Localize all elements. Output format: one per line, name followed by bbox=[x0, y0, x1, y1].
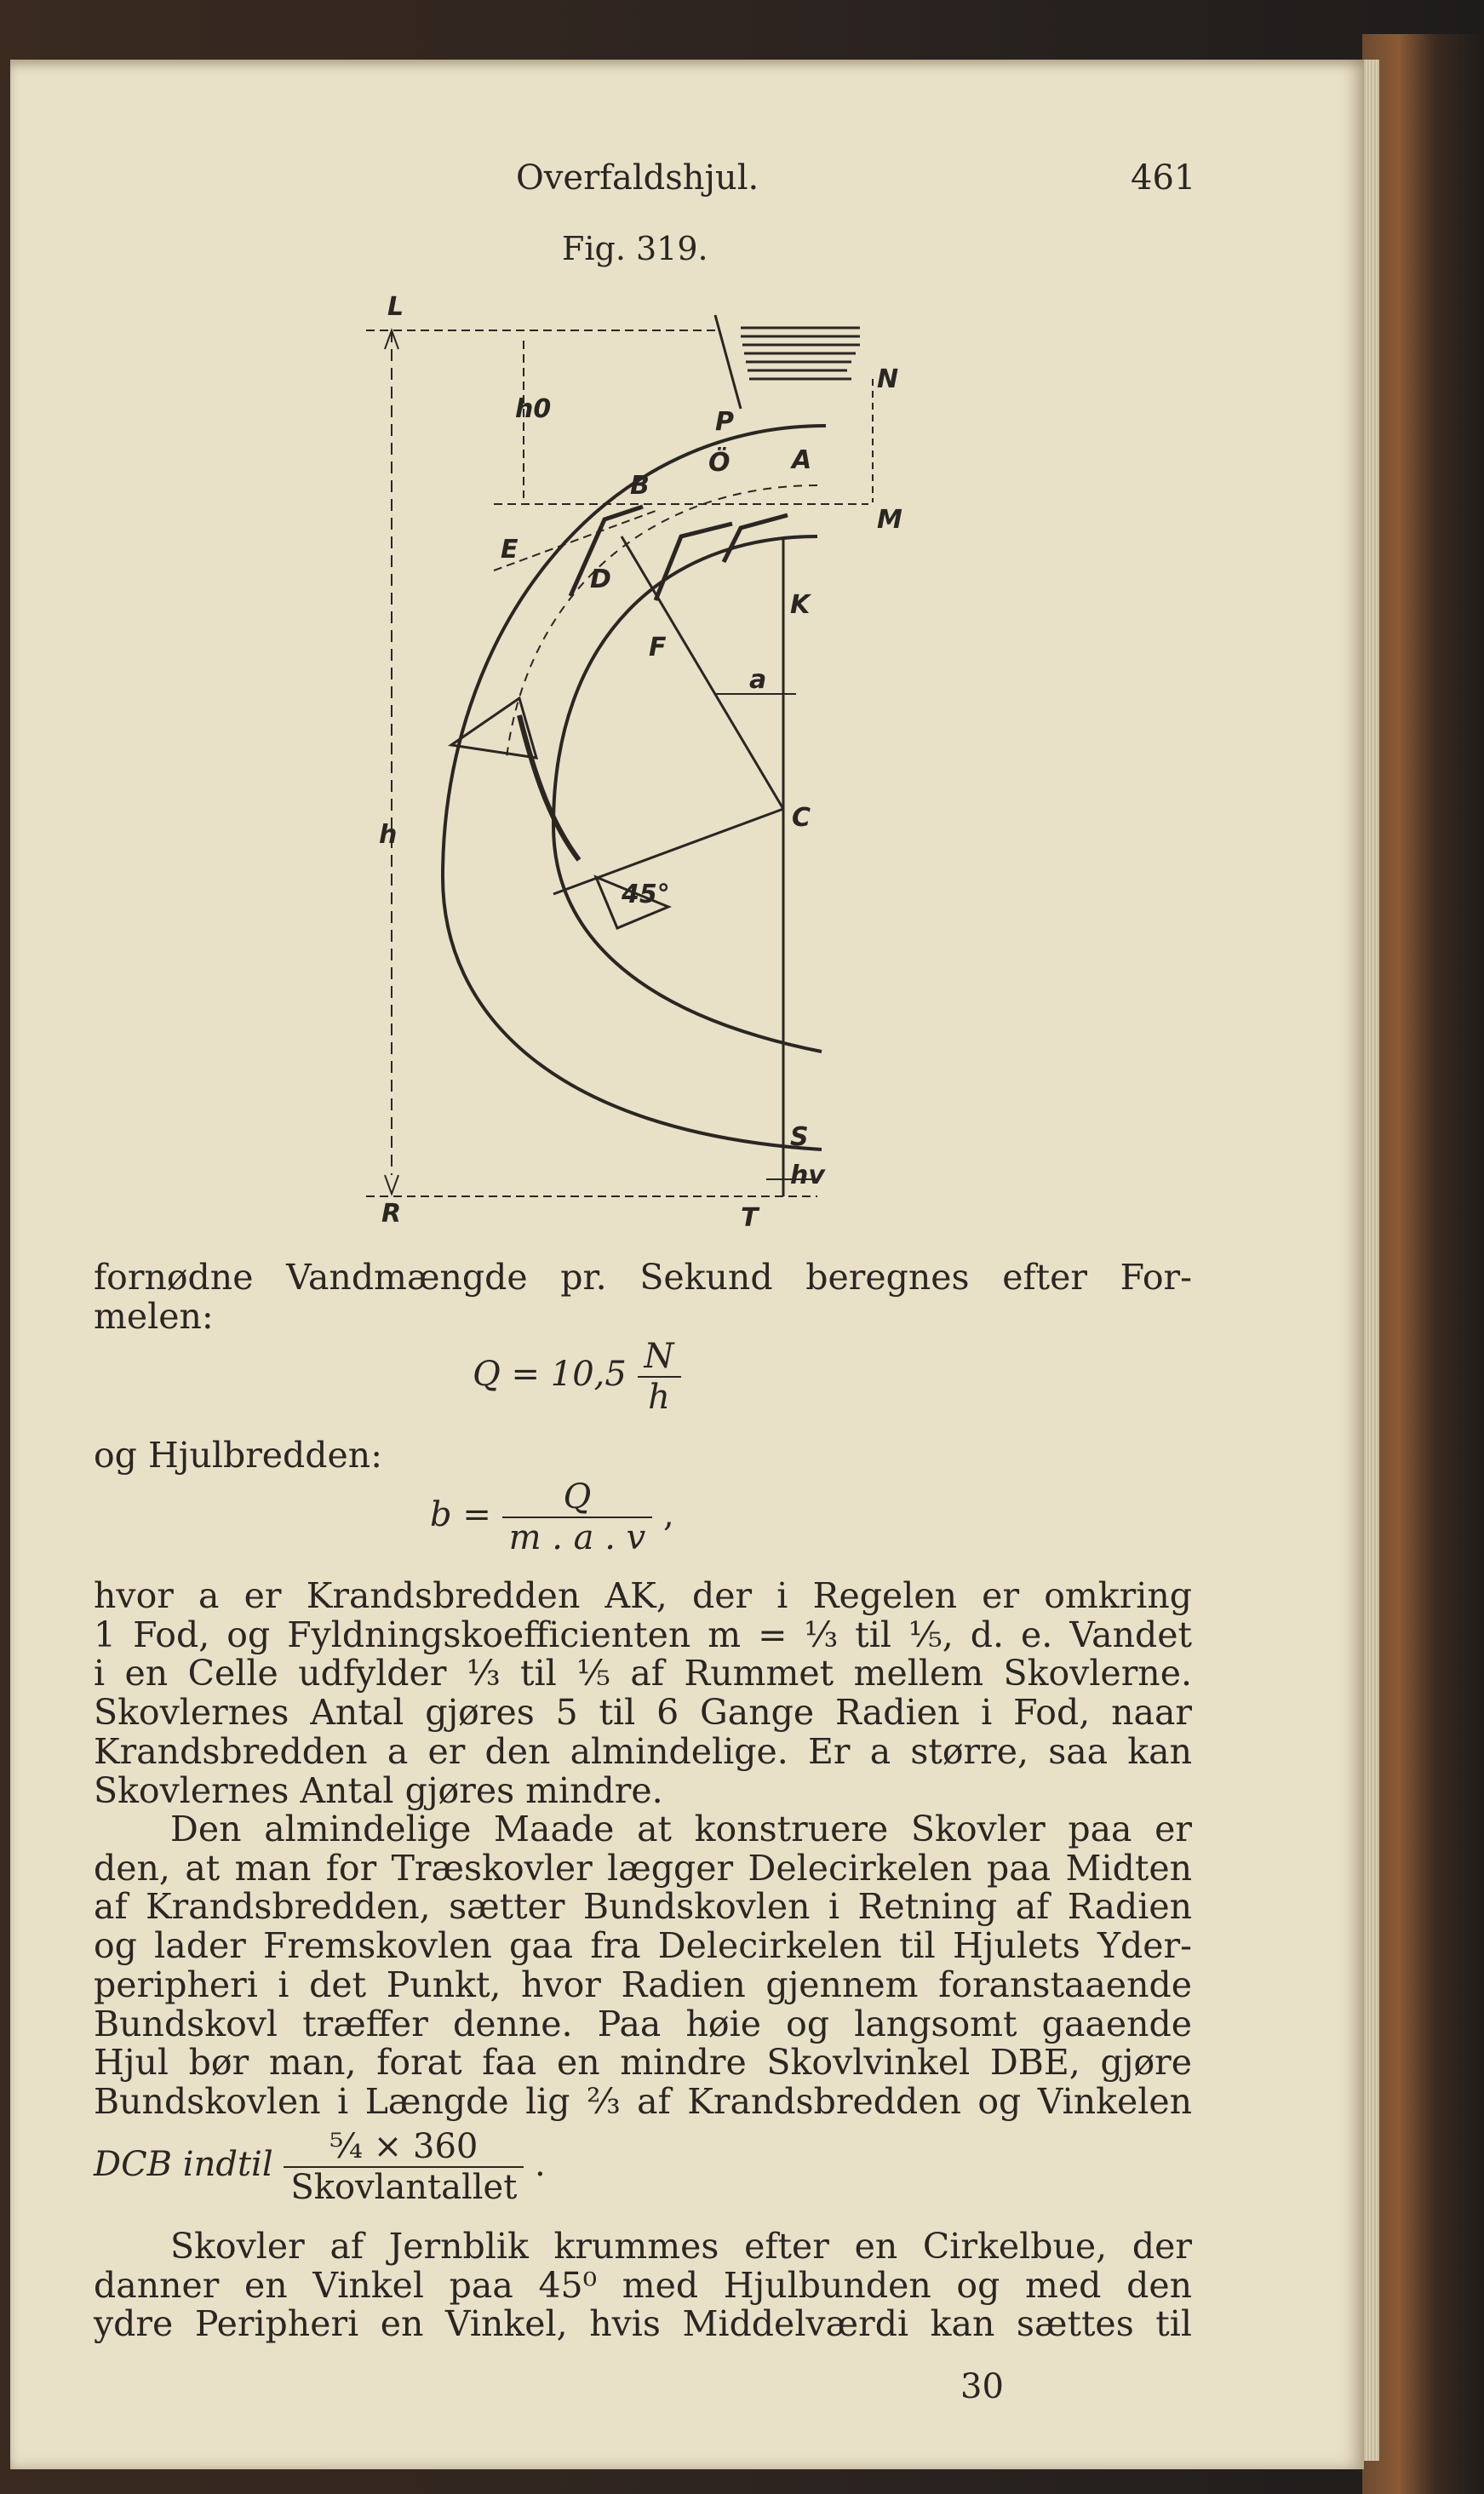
label-f: F bbox=[649, 633, 667, 662]
formula-dcb bbox=[94, 2127, 546, 2207]
figure-caption: Fig. 319. bbox=[562, 230, 708, 267]
label-l: L bbox=[387, 292, 404, 322]
text-line: af Krandsbredden, sætter Bundskovlen i Retning af Radien bbox=[94, 1886, 1192, 1928]
text-line: hvor a er Krandsbredden AK, der i Regelen er omkring bbox=[94, 1575, 1192, 1616]
label-r: R bbox=[381, 1199, 402, 1229]
numerator: Q bbox=[502, 1477, 653, 1518]
denominator: Skovlantallet bbox=[290, 2168, 518, 2207]
denominator: h bbox=[648, 1378, 670, 1417]
label-c: C bbox=[792, 803, 811, 833]
paragraph-2 bbox=[94, 1436, 1192, 1476]
formula-tail: , bbox=[662, 1495, 674, 1534]
text-line: danner en Vinkel paa 45⁰ med Hjulbunden og med den bbox=[94, 2264, 1192, 2306]
running-title: Overfaldshjul. bbox=[516, 158, 759, 198]
fraction bbox=[502, 1477, 653, 1557]
label-d: D bbox=[590, 565, 611, 594]
label-a: a bbox=[749, 665, 767, 695]
text-line: Den almindelige Maade at konstruere Skovler paa er bbox=[170, 1809, 1192, 1849]
text-line: Skovlernes Antal gjøres 5 til 6 Gange Radien i Fod, naar bbox=[94, 1692, 1192, 1734]
text-line: den, at man for Træskovler lægger Delecirkelen paa Midten bbox=[94, 1847, 1192, 1889]
label-a-point: A bbox=[792, 445, 812, 475]
label-b: B bbox=[630, 471, 650, 501]
inner-periphery bbox=[553, 536, 822, 1052]
tangent-line-e bbox=[494, 511, 656, 570]
paragraph-3 bbox=[94, 1577, 1192, 1810]
text-line: og lader Fremskovlen gaa fra Delecirkelen til Hjulets Yder- bbox=[94, 1925, 1192, 1967]
label-h0: h0 bbox=[515, 394, 552, 424]
text-line: Hjul bør man, forat faa en mindre Skovlvinkel DBE, gjøre bbox=[94, 2042, 1192, 2084]
label-s: S bbox=[790, 1122, 809, 1152]
formula-lhs: DCB indtil bbox=[94, 2145, 273, 2184]
text-line: 1 Fod, og Fyldningskoefficienten m = ⅓ til ⅕, d. e. Vandet bbox=[94, 1614, 1192, 1655]
formula-tail: . bbox=[535, 2145, 546, 2184]
text-line: peripheri i det Punkt, hvor Radien gjennem foranstaaende bbox=[94, 1964, 1192, 2005]
label-h: h bbox=[379, 820, 398, 850]
arrow-h-bottom bbox=[385, 1175, 398, 1194]
label-m: M bbox=[877, 505, 902, 535]
text-line: Skovler af Jernblik krummes efter en Cirkelbue, der bbox=[170, 2226, 1192, 2267]
paragraph-5 bbox=[94, 2227, 1192, 2344]
text-line: og Hjulbredden: bbox=[94, 1435, 383, 1476]
paragraph-4 bbox=[94, 1810, 1192, 2122]
text-line: i en Celle udfylder ⅓ til ⅕ af Rummet mellem Skovlerne. bbox=[94, 1653, 1192, 1694]
formula-lhs: Q = 10,5 bbox=[473, 1355, 627, 1394]
label-angle: 45° bbox=[622, 880, 670, 909]
fraction bbox=[638, 1337, 681, 1417]
formula-b bbox=[430, 1477, 674, 1557]
text-line: Skovlernes Antal gjøres mindre. bbox=[94, 1769, 663, 1811]
text-line: Krandsbredden a er den almindelige. Er a større, saa kan bbox=[94, 1730, 1192, 1772]
text-line: ydre Peripheri en Vinkel, hvis Middelværdi kan sættes til bbox=[94, 2303, 1192, 2345]
book-spine bbox=[1362, 34, 1484, 2494]
label-p: P bbox=[715, 407, 734, 437]
paragraph-1 bbox=[94, 1258, 1192, 1336]
label-e: E bbox=[501, 535, 519, 565]
pitch-circle bbox=[507, 485, 817, 758]
text-line: melen: bbox=[94, 1295, 214, 1337]
water-trough-hatch bbox=[715, 315, 860, 409]
numerator: ⁵⁄₄ × 360 bbox=[284, 2127, 524, 2168]
text-line: Bundskovlen i Længde lig ⅔ af Krandsbredden og Vinkelen bbox=[94, 2080, 1192, 2122]
label-hv: hv bbox=[790, 1161, 825, 1190]
label-n: N bbox=[877, 364, 899, 394]
numerator: N bbox=[638, 1337, 681, 1378]
signature-mark: 30 bbox=[960, 2367, 1004, 2406]
denominator: m . a . v bbox=[508, 1518, 646, 1557]
text-line: Bundskovl træffer denne. Paa høie og langsomt gaaende bbox=[94, 2003, 1192, 2044]
page-number: 461 bbox=[1131, 158, 1196, 198]
formula-lhs: b = bbox=[430, 1495, 491, 1534]
label-o: Ö bbox=[708, 448, 731, 478]
formula-q bbox=[473, 1337, 681, 1417]
bucket-curved bbox=[519, 715, 579, 860]
label-k: K bbox=[790, 590, 811, 620]
overshot-wheel-diagram bbox=[341, 281, 937, 1243]
label-t: T bbox=[741, 1203, 759, 1233]
fraction bbox=[284, 2127, 524, 2207]
text-line: fornødne Vandmængde pr. Sekund beregnes efter For- bbox=[94, 1257, 1192, 1298]
